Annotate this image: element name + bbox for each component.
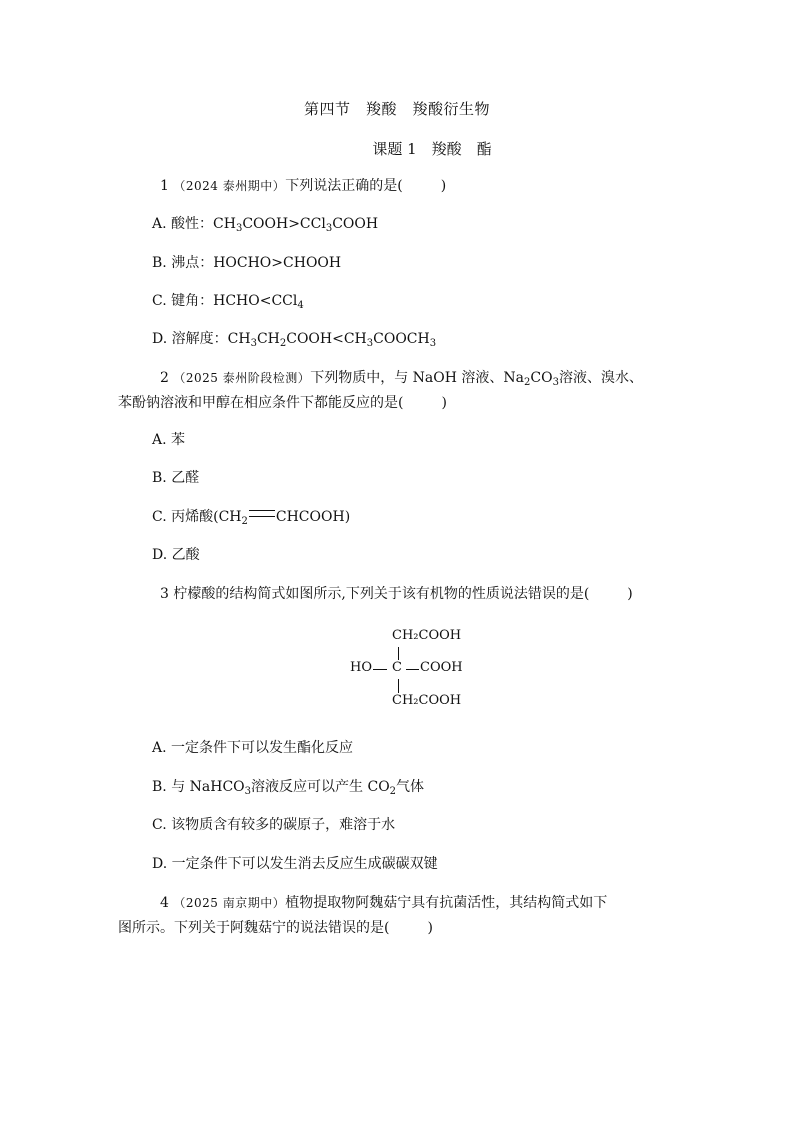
option-1d: D. 溶解度：$CH_3CH_2COOH<CH_3COOCH_3$ [152, 331, 437, 349]
option-2c: C. 丙烯酸($CH_2$ CHCOOH) [152, 509, 351, 527]
lesson-subtitle: 课题 1 羧酸 酯 [372, 140, 492, 158]
option-2a: A. 苯 [152, 432, 186, 448]
question-source: （2025 南京期中） [173, 896, 286, 910]
structure-bottom-group: CH₂COOH [392, 693, 462, 708]
option-2b: B. 乙醛 [152, 470, 200, 486]
structure-center-atom: C [392, 660, 402, 675]
question-2-stem: 2 （2025 泰州阶段检测）下列物质中，与 NaOH 溶液、$Na_2CO_3$溶液、溴水、 [160, 370, 643, 388]
citric-acid-structure [340, 624, 500, 720]
option-3b: B. 与 NaHCO$_3$溶液反应可以产生 $CO_2$气体 [152, 779, 425, 797]
option-3c: C. 该物质含有较多的碳原子，难溶于水 [152, 817, 396, 833]
option-1c: C. 键角：HCHO<CCl$_4$ [152, 293, 304, 311]
question-source: （2025 泰州阶段检测） [173, 371, 311, 385]
question-4-stem-cont: 图所示。下列关于阿魏菇宁的说法错误的是( ) [118, 920, 433, 936]
structure-top-group: CH₂COOH [392, 628, 462, 643]
option-3d: D. 一定条件下可以发生消去反应生成碳碳双键 [152, 856, 438, 872]
option-1b: B. 沸点：HOCHO>CHOOH [152, 255, 342, 271]
question-source: （2024 泰州期中） [173, 179, 286, 193]
question-3-stem: 3 柠檬酸的结构简式如图所示,下列关于该有机物的性质说法错误的是( ) [160, 586, 633, 602]
double-bond [249, 510, 275, 517]
question-1-stem: 1 （2024 泰州期中）下列说法正确的是( ) [160, 178, 447, 194]
section-title: 第四节 羧酸 羧酸衍生物 [303, 100, 490, 118]
question-number: 4 [160, 895, 169, 911]
option-2d: D. 乙酸 [152, 547, 200, 563]
question-number: 2 [160, 370, 169, 386]
question-number: 3 [160, 586, 169, 602]
option-3a: A. 一定条件下可以发生酯化反应 [152, 740, 354, 756]
question-2-stem-cont: 苯酚钠溶液和甲醇在相应条件下都能反应的是( ) [118, 395, 447, 411]
structure-right-group: COOH [420, 660, 463, 675]
option-1a: A. 酸性：$CH_3COOH>CCl_3COOH$ [152, 216, 379, 234]
question-text: 下列说法正确的是( [285, 178, 403, 194]
question-4-stem: 4 （2025 南京期中）植物提取物阿魏菇宁具有抗菌活性，其结构简式如下 [160, 895, 608, 911]
question-text: 柠檬酸的结构简式如图所示,下列关于该有机物的性质说法错误的是( [173, 586, 590, 602]
structure-left-group: HO [350, 660, 372, 675]
question-number: 1 [160, 178, 169, 194]
